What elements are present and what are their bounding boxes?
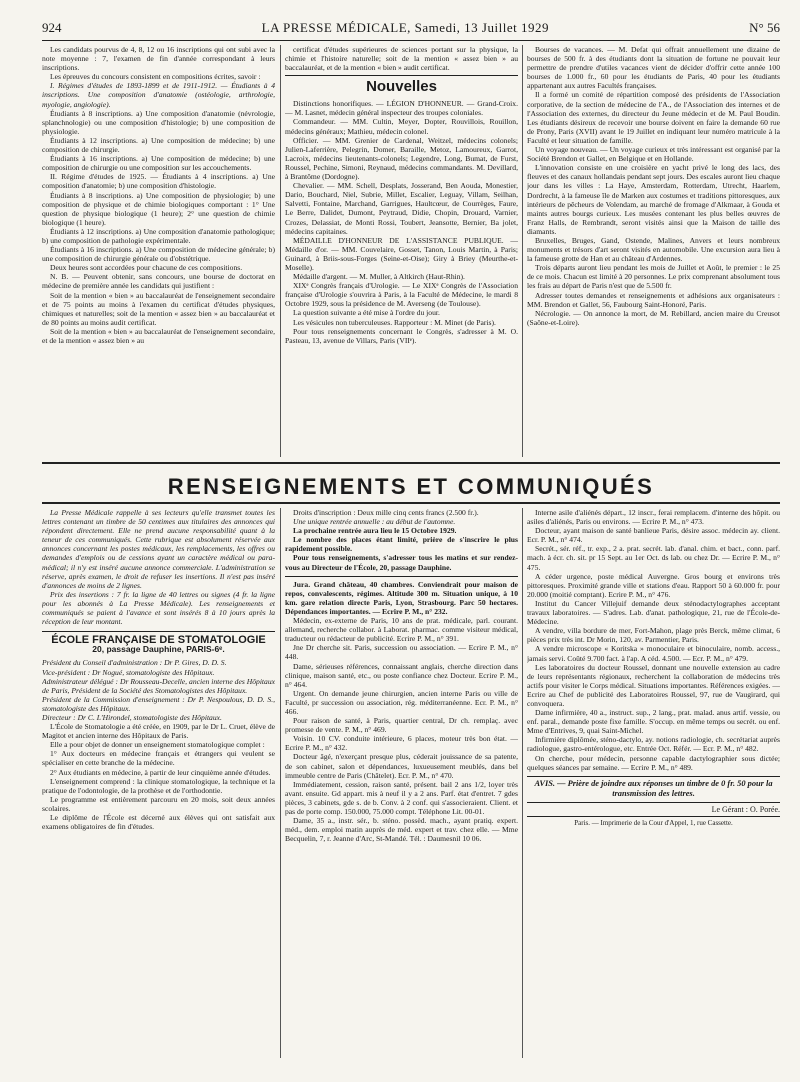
- news-item: Bourses de vacances. — M. Defat qui offrait annuellement une dizaine de bourses de 500 fr. à des étudiants dont la situation de fortune ne pouvait leur permettre de prendre d'utiles vacances vient de décider d'offrir cette année 100 bourses de 1.000 fr., 60 pour les étudiants de Paris, 40 pour les étudiants appartenant aux autres Facultés françaises.: [527, 45, 780, 91]
- paragraph: Président du Conseil d'administration : Dr P. Gires, D. D. S.: [42, 658, 227, 668]
- paragraph: Étudiants à 8 inscriptions. a) Une composition d'anatomie (névrologie, splanchnologie) ou une composition d'histologie; b) une composition de physiologie.: [42, 108, 275, 136]
- paragraph: 1° Aux docteurs en médecine français et étrangers qui veulent se spécialiser en cette branche de la médecine.: [42, 749, 275, 768]
- paragraph: certificat d'études supérieures de sciences portant sur la physique, la chimie et l'histoire naturelle; soit de la mention « assez bien » au baccalauréat, et de la mention « bien » audit certificat.: [285, 45, 518, 73]
- paragraph: II. Régime d'études de 1925. — Étudiants à 4 inscriptions. a) Une composition d'anatomie; b) une composition d'histologie.: [42, 172, 275, 191]
- news-item: Les vésicules non tuberculeuses. Rapporteur : M. Minet (de Paris).: [293, 317, 496, 327]
- classified-ad: Immédiatement, cession, raison santé, présent. bail 2 ans 1/2, loyer très avant. ensuite. Gd appart. mis à neuf il y a 2 ans. Parf. état d'entret. 7 gdes pièces, 3 cabinets, gde s. de b. Conv. à 2 conf. qui s'associeraient. Client. et pas de porte comp. 150.000, 75.000 compt. Téléphone Lit. 00-01.: [285, 779, 518, 816]
- paragraph: Étudiants à 16 inscriptions. a) Une composition de médecine; b) une composition de chirurgie ou une composition sur les accouchements.: [42, 154, 275, 173]
- paragraph: Le nombre des places étant limité, prière de s'inscrire le plus rapidement possible.: [285, 535, 518, 554]
- column-divider: [522, 45, 523, 457]
- printer-line: Paris. — Imprimerie de la Cour d'Appel, 1, rue Cassette.: [574, 818, 733, 827]
- news-item: Nécrologie. — On annonce la mort, de M. Rebillard, ancien maire du Creusot (Saône-et-Loire).: [527, 308, 780, 327]
- paragraph: Le programme est entièrement parcouru en 20 mois, soit deux années scolaires.: [42, 794, 275, 813]
- column-1-bottom: [42, 508, 275, 1063]
- paragraph: Les épreuves du concours consistent en compositions écrites, savoir :: [50, 72, 261, 82]
- column-divider: [280, 508, 281, 1058]
- classified-ad: Interne asile d'aliénés départ., 12 inscr., ferai remplacem. d'interne des hôpit. ou asiles d'aliénés, Paris ou environs. — Ecrire P. M., n° 473.: [527, 508, 780, 527]
- paragraph: Étudiants à 8 inscriptions. a) Une composition de physiologie; b) une composition de physique et de chimie biologiques comportant : 1° Une question de physique biologique (1 heure); 2° une question de chimie biologique (1 heure).: [42, 190, 275, 227]
- page-header: [42, 20, 780, 38]
- paragraph: 2° Aux étudiants en médecine, à partir de leur cinquième année d'études.: [50, 767, 271, 777]
- news-item: Bruxelles, Bruges, Gand, Ostende, Malines, Anvers et leurs nombreux monuments et trésors d'art seront visités en automobile. Une excursion aura lieu à la fameuse grotte de Han et au château d'Ardennes.: [527, 235, 780, 264]
- classified-ad: Voisin. 10 CV. conduite intérieure, 6 places, moteur très bon état. — Ecrire P. M., n° 432.: [285, 734, 518, 753]
- paragraph: Étudiants à 16 inscriptions. a) Une composition de médecine générale; b) une composition de chirurgie générale ou d'obstétrique.: [42, 245, 275, 264]
- paragraph: Pour tous renseignements, s'adresser tous les matins et sur rendez-vous au Directeur de l'École, 20, passage Dauphine.: [285, 553, 518, 572]
- paragraph: Une unique rentrée annuelle : au début de l'automne.: [293, 517, 456, 527]
- notice-price: Prix des insertions : 7 fr. la ligne de 40 lettres ou signes (4 fr. la ligne pour les abonnés à La Presse Médicale). Les renseignements et communiqués se paient à l'avance et sont insérés 8 à 10 jours après la réception de leur montant.: [42, 589, 275, 627]
- school-address: 20, passage Dauphine, PARIS-6ᵉ.: [92, 644, 225, 655]
- paragraph: Soit de la mention « bien » au baccalauréat de l'enseignement secondaire, et de la mention « assez bien » au: [42, 326, 275, 345]
- classified-ad: On cherche, pour médecin, personne capable dactylographier sous dictée; quelques séances par semaine. — Ecrire P. M., n° 489.: [527, 753, 780, 772]
- news-item: L'innovation consiste en une croisière en yacht privé le long des lacs, des fleuves et des canaux hollandais pendant sept jours. Des escales auront lieu chaque jour dans les villes : La Haye, Amsterdam, Rotterdam, Utrecht, Haarlem, Dordrecht, à la fameuse île de Marken aux costumes et traditions pittoresques, aux intérieurs de pêcheurs de Volendam, au marché de fromage d'Alkmaar, à Gouda et maints autres bourgs curieux. Les musées contenant les plus belles œuvres de Franz Halls, de Rembrandt, seront visités ainsi que la Maison de taille des diamants.: [527, 163, 780, 236]
- news-item: Médaille d'argent. — M. Muller, à Altkirch (Haut-Rhin).: [293, 272, 465, 282]
- section-title-nouvelles: Nouvelles: [366, 78, 437, 96]
- classified-ad: Médecin, ex-externe de Paris, 10 ans de prat. médicale, parl. courant. allemand, recherche collabor. à Laborat. pharmac. comme visiteur médical, traducteur ou rédacteur de publicité. Ecrire P. M., n° 391.: [285, 616, 518, 644]
- section-rule: [285, 576, 518, 577]
- classified-ad: Pour raison de santé, à Paris, quartier central, Dr ch. remplaç. avec promesse de vente. P. M., n° 469.: [285, 716, 518, 735]
- news-item: Adresser toutes demandes et renseignements et adhésions aux organisateurs : MM. Brendon et Gallet, 56, Faubourg Saint-Honoré, Paris.: [527, 290, 780, 309]
- issue-number: N° 56: [749, 20, 780, 35]
- classified-ad: Jura. Grand château, 40 chambres. Conviendrait pour maison de repos, convalescents, régimes. Altitude 300 m. Situation unique, à 10 km. gare relation directe Paris, Lyon, Strasbourg. Parc 50 hectares. Dépendances importantes. — Ecrire P. M., n° 232.: [285, 579, 518, 616]
- paragraph: Étudiants à 12 inscriptions. a) Une composition d'anatomie pathologique; b) une composition de pathologie expérimentale.: [42, 226, 275, 245]
- column-divider: [280, 45, 281, 457]
- column-divider: [522, 508, 523, 1058]
- school-title: ÉCOLE FRANÇAISE DE STOMATOLOGIE: [51, 634, 266, 647]
- news-item: XIXᵉ Congrès français d'Urologie. — Le XIXᵉ Congrès de l'Association française d'Urologie s'ouvrira à Paris, à la Faculté de Médecine, le mardi 8 Octobre 1929, sous la présidence de M. Averseng (de Toulouse).: [285, 281, 518, 309]
- paragraph: Le diplôme de l'École est décerné aux élèves qui ont satisfait aux examens obligatoires de fin d'études.: [42, 813, 275, 832]
- section-rule-top: [42, 462, 780, 464]
- classified-ad: Les laboratoires du docteur Roussel, donnant une nouvelle extension au cadre de leurs représentants régionaux, recherchent la collaboration de médecins très actifs pour visiter le Corps médical. Situations importantes. Références exigées. — Ecrire au Chef de publicité des Laboratoires Roussel, 97, rue de Vaugirard, qui convoquera.: [527, 662, 780, 708]
- classified-ad: Infirmière diplômée, sténo-dactylo, ay. notions radiologie, ch. secrétariat auprès radiologue, gastro-entérologue, etc. Entrée Oct. Référ. — Ecr. P. M., n° 482.: [527, 735, 780, 754]
- classified-ad: Docteur âgé, n'exerçant presque plus, céderait jouissance de sa patente, de son cabinet, salon et dépendances, luxueusement meublés, dans bel immeuble centre de Paris (Châtelet). Ecr. P. M., n° 470.: [285, 752, 518, 780]
- section-rule: [527, 776, 780, 777]
- paragraph: Président de la Commission d'enseignement : Dr P. Nespoulous, D. D. S., stomatologiste des Hôpitaux.: [42, 694, 275, 713]
- column-3-top: [527, 45, 780, 460]
- classified-ad: Dame, 35 a., instr. sér., b. sténo. possèd. mach., ayant pratiq. expert. méd., dem. emploi matin auprès de méd. expert et trav. chez elle. — Mme Becquelin, 7, r. Jeanne d'Arc, St-Mandé. Tél. : Daumesnil 10 06.: [285, 816, 518, 844]
- paragraph: La prochaine rentrée aura lieu le 15 Octobre 1929.: [293, 526, 457, 536]
- news-item: Chevalier. — MM. Schell, Desplats, Josserand, Ben Aouda, Monestier, Dario, Bouchard, Niel, Subrie, Millet, Escalier, Leguay, Villam, Seilhan, Salvetti, Fontaine, Marchand, Garrigues, Haultcœur, de Courrèges, Faure, Le Berre, Dalidet, Dumont, Peytraud, Didie, Chopin, Drouard, Varnier, Crozes, Delassiat, de Monti Rossi, Toubert, Jeansotte, Bernier, Ba jolet, médecins capitaines.: [285, 181, 518, 236]
- paragraph: L'enseignement comprend : la clinique stomatologique, la technique et la pratique de l'odontologie, de la prothèse et de l'orthodontie.: [42, 776, 275, 795]
- column-1-top: [42, 45, 275, 460]
- paragraph: Deux heures sont accordées pour chacune de ces compositions.: [50, 263, 243, 273]
- news-item: Pour tous renseignements concernant le Congrès, s'adresser à M. O. Pasteau, 13, avenue de Villars, Paris (VIIᵉ).: [285, 326, 518, 345]
- column-3-bottom: [527, 508, 780, 1068]
- classified-ad: Secrét., sér. réf., tr. exp., 2 a. prat. secrét. lab. d'anal. chim. et bact., conn. parf. mach. à écr. ch. sit. pr 15 Sept. au 1er Oct. ds lab. ou chez Dr. — Ecrire P. M., n° 475.: [527, 544, 780, 572]
- news-item: Il a formé un comité de répartition composé des présidents de l'Association corporative, de la section de médecine de l'A., de l'Association des internes et de l'Association des externes, du directeur du Jeune médecin et de M. Paul Boudin. Les étudiants désireux de recevoir une bourse doivent en faire la demande 60 rue de Prony, Paris (XVII) avant le 19 Juillet en indiquant leur numéro matricule à la Faculté et leur situation de famille.: [527, 90, 780, 145]
- classified-ad: Docteur, ayant maison de santé banlieue Paris, désire assoc. médecin ay. client. Ecr. P. M., n° 474.: [527, 526, 780, 545]
- paragraph: Elle a pour objet de donner un enseignement stomatologique complet :: [50, 740, 265, 750]
- section-rule: [42, 631, 275, 632]
- classified-ad: Institut du Cancer Villejuif demande deux sténodactylographes acceptant travaux laboratoires. — S'adres. Lab. d'anat. pathologique, 21, rue de l'École-de-Médecine.: [527, 598, 780, 627]
- paragraph: N. B. — Peuvent obtenir, sans concours, une bourse de doctorat en médecine de première année les candidats qui justifient :: [42, 272, 275, 291]
- classified-ad: A vendre, villa bordure de mer, Fort-Mahon, plage près Berck, même climat, 6 pièces prix très int. Dr Morin, 120, av. Parmentier, Paris.: [527, 626, 780, 645]
- paragraph: Droits d'inscription : Deux mille cinq cents francs (2.500 fr.).: [293, 508, 479, 517]
- classified-ad: Urgent. On demande jeune chirurgien, ancien interne Paris ou ville de Faculté, pr succession ou association, rég. méditerranéenne. Ecr. P. M., n° 466.: [285, 688, 518, 716]
- paragraph: Vice-président : Dr Nogué, stomatologiste des Hôpitaux.: [42, 667, 215, 677]
- news-item: Commandeur. — MM. Cultin, Meyer, Dopter, Rouvillois, Rouillon, médecins généraux; Mathieu, médecin colonel.: [285, 117, 518, 136]
- classified-ad: A vendre microscope « Koritska » monoculaire et binoculaire, nomb. access., jamais servi. Coûté 9.700 fact. à l'ap. A céd. 4.500. — Ecr. P. M., n° 479.: [527, 644, 780, 663]
- news-item: MÉDAILLE D'HONNEUR DE L'ASSISTANCE PUBLIQUE. — Médaille d'or. — MM. Couvelaire, Gosset, Tanon, Louis Martin, à Paris; Guinard, à Briis-sous-Forges (Seine-et-Oise); Giry à Briey (Meurthe-et-Moselle).: [285, 235, 518, 272]
- news-item: Trois départs auront lieu pendant les mois de Juillet et Août, le premier : le 25 de ce mois. Chacun est limité à 20 personnes. Le prix comprenant absolument tous les frais au départ de Paris n'est que de 5.500 fr.: [527, 263, 780, 291]
- paragraph: I. Régimes d'études de 1893-1899 et de 1911-1912. — Étudiants à 4 inscriptions. Une composition d'anatomie (ostéologie, arthrologie, myologie, angiologie).: [42, 81, 275, 109]
- section-rule-bottom: [42, 502, 780, 504]
- news-item: Officier. — MM. Grenier de Cardenal, Weitzel, médecins colonels; Julien-Laferrière, Pelegrin, Domer, Baraille, Metoz, Lamoureux, Garrot, Lacroix, médecins lieutenants-colonels; Legendre, Long, Bumat, de Furst, Roussel, Pechine, Simoni, Reynaud, médecins commandants. M. Devillard, à Brantôme (Dordogne).: [285, 135, 518, 182]
- news-item: Un voyage nouveau. — Un voyage curieux et très intéressant est organisé par la Société Brendon et Gallet, en Belgique et en Hollande.: [527, 145, 780, 164]
- section-banner: RENSEIGNEMENTS ET COMMUNIQUÉS: [167, 474, 655, 499]
- paragraph: Étudiants à 12 inscriptions. a) Une composition de médecine; b) une composition de chirurgie.: [42, 135, 275, 155]
- publication-title: LA PRESSE MÉDICALE, Samedi, 13 Juillet 1929: [261, 20, 549, 35]
- classified-ad: Dame, sérieuses références, connaissant anglais, cherche direction dans clinique, maison santé, etc., ou poste confiance chez Docteur. Ecrire P. M., n° 464.: [285, 661, 518, 689]
- notice-text: La Presse Médicale rappelle à ses lecteurs qu'elle transmet toutes les lettres contenant un timbre de 50 centimes aux titulaires des annonces qui répondent directement. Elle ne prend aucune responsabilité quant à la teneur de ces communiqués. Cette rubrique est absolument réservée aux annonces concernant les postes médicaux, les remplacements, les offres ou demandes d'emplois ou de cessions ayant un caractère médical ou para-médical; il n'y est inséré aucune annonce commerciale. L'administration se réserve, après examen, le droit de refuser les insertions. Il n'est pas inséré d'annonces de moins de 2 lignes.: [42, 508, 275, 590]
- column-2-bottom: [285, 508, 518, 1063]
- header-rule: [42, 40, 780, 41]
- news-item: La question suivante a été mise à l'ordre du jour.: [293, 308, 440, 318]
- paragraph: Administrateur délégué : Dr Rousseau-Decelle, ancien interne des Hôpitaux de Paris, Président de la Société des Stomatologistes des Hôpitaux.: [42, 676, 275, 695]
- paragraph: Les candidats pourvus de 4, 8, 12 ou 16 inscriptions qui ont subi avec la note moyenne : 7, l'examen de fin d'année correspondant à leurs inscriptions.: [42, 45, 275, 73]
- paragraph: L'École de Stomatologie a été créée, en 1909, par le Dr L. Cruet, élève de Magitot et ancien interne des Hôpitaux de Paris.: [42, 722, 275, 741]
- section-rule: [285, 75, 518, 76]
- paragraph: Directeur : Dr C. L'Hirondel, stomatologiste des Hôpitaux.: [42, 712, 222, 722]
- section-rule: [527, 802, 780, 803]
- classified-ad: Jne Dr cherche sit. Paris, succession ou association. — Ecrire P. M., n° 448.: [285, 643, 518, 662]
- page-number: 924: [42, 20, 62, 35]
- classified-ad: Dame infirmière, 40 a., instruct. sup., 2 lang., prat. malad. anus artif. vessie, ou enf. paral., demande poste fixe famille. S'occup. en même temps ou secrét. ou enf. Mme d'Entrives, 9, quai Saint-Michel.: [527, 708, 780, 736]
- avis-notice: AVIS. — Prière de joindre aux réponses un timbre de 0 fr. 50 pour la transmission des lettres.: [534, 778, 773, 798]
- section-rule: [527, 816, 780, 817]
- column-2-top: [285, 45, 518, 460]
- classified-ad: A céder urgence, poste médical Auvergne. Gros bourg et environs très pittoresques. Proximité grande ville et stations d'eau. Rapport 50 à 60.000 fr. pour 20.000 (moitié comptant). Ecrire P. M., n° 476.: [527, 571, 780, 599]
- gerant-line: Le Gérant : O. Porée.: [711, 804, 780, 814]
- news-item: Distinctions honorifiques. — LÉGION D'HONNEUR. — Grand-Croix. — M. Lasnet, médecin général inspecteur des troupes coloniales.: [285, 99, 518, 118]
- paragraph: Soit de la mention « bien » au baccalauréat de l'enseignement secondaire et de 75 points au moins à l'examen du certificat d'études physiques, chimiques et naturelles; soit de la mention « assez bien » au baccalauréat et de 80 points au moins audit certificat.: [42, 290, 275, 327]
